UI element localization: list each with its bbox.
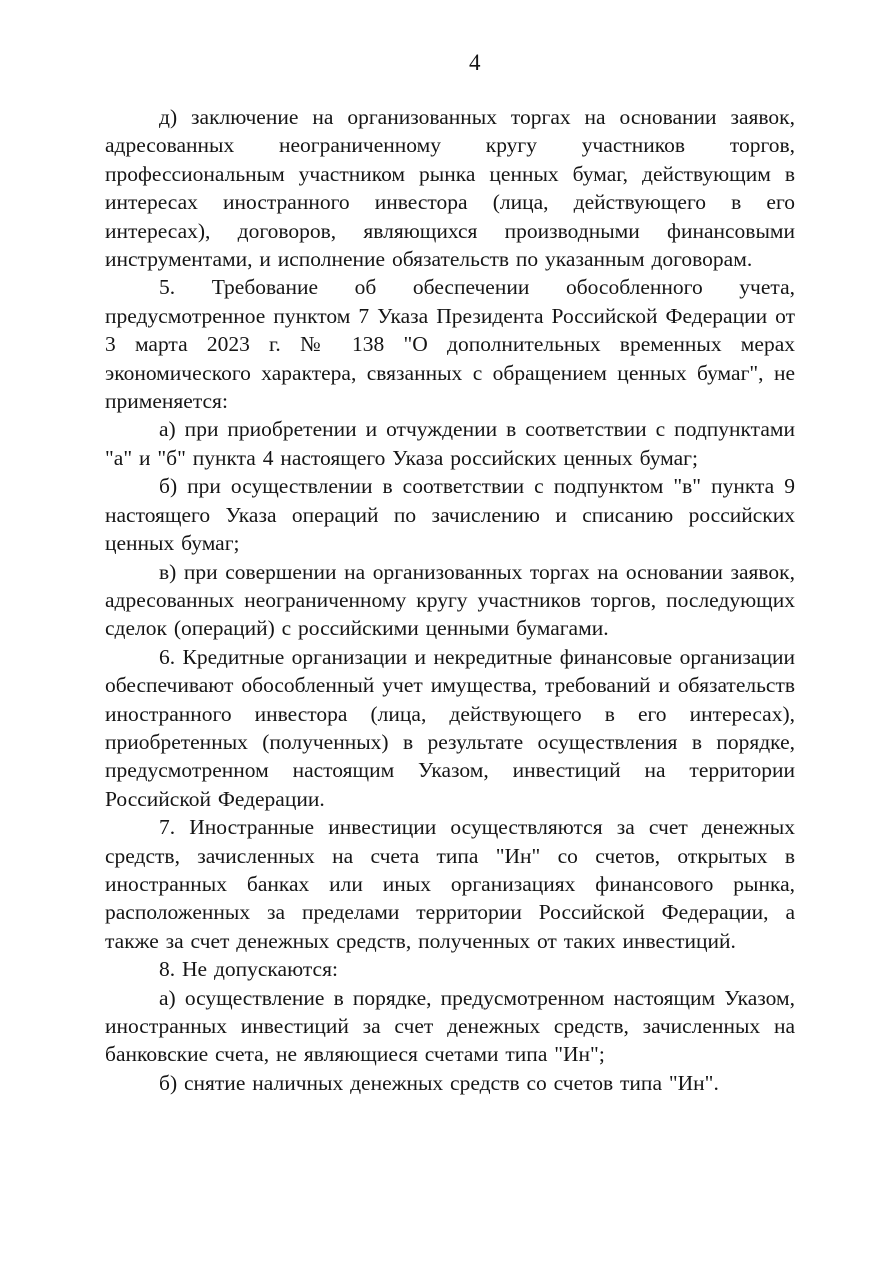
page-number: 4 bbox=[469, 50, 481, 75]
paragraph-item-8-subitem-a: а) осуществление в порядке, предусмотренном настоящим Указом, иностранных инвестиций за счет денежных средств, зачисленных на банковские счета, не являющиеся счетами типа "Ин"; bbox=[105, 985, 795, 1067]
paragraph-item-5-subitem-b: б) при осуществлении в соответствии с подпунктом "в" пункта 9 настоящего Указа операций по зачислению и списанию российских ценных бумаг; bbox=[105, 474, 795, 556]
paragraph-item-5: 5. Требование об обеспечении обособленного учета, предусмотренное пунктом 7 Указа Президента Российской Федерации от 3 марта 2023 г. № 138 "О дополнительных временных мерах экономического характера, связанных с обращением ценных бумаг", не применяется: bbox=[105, 275, 795, 414]
paragraph-item-7: 7. Иностранные инвестиции осуществляются за счет денежных средств, зачисленных на счета типа "Ин" со счетов, открытых в иностранных банках или иных организациях финансового рынка, расположенных за пределами территории Российской Федерации, а также за счет денежных средств, полученных от таких инвестиций. bbox=[105, 815, 795, 953]
paragraph-item-8: 8. Не допускаются: bbox=[159, 957, 338, 982]
paragraph-item-8-subitem-b: б) снятие наличных денежных средств со счетов типа "Ин". bbox=[159, 1070, 719, 1095]
paragraph-item-5-subitem-v: в) при совершении на организованных торгах на основании заявок, адресованных неограниченному кругу участников торгов, последующих сделок (операций) с российскими ценными бумагами. bbox=[105, 559, 795, 641]
paragraph-item-6: 6. Кредитные организации и некредитные финансовые организации обеспечивают обособленный учет имущества, требований и обязательств иностранного инвестора (лица, действующего в его интересах), приобретенных (полученных) в результате осуществления в порядке, предусмотренном настоящим Указом, инвестиций на территории Российской Федерации. bbox=[105, 644, 795, 811]
paragraph-item-5-subitem-a: а) при приобретении и отчуждении в соответствии с подпунктами "а" и "б" пункта 4 настоящего Указа российских ценных бумаг; bbox=[105, 417, 795, 470]
paragraph-subitem-d: д) заключение на организованных торгах на основании заявок, адресованных неограниченному кругу участников торгов, профессиональным участником рынка ценных бумаг, действующим в интересах иностранного инвестора (лица, действующего в его интересах), договоров, являющихся производными финансовыми инструментами, и исполнение обязательств по указанным договорам. bbox=[105, 105, 795, 272]
document-body bbox=[105, 103, 795, 1097]
